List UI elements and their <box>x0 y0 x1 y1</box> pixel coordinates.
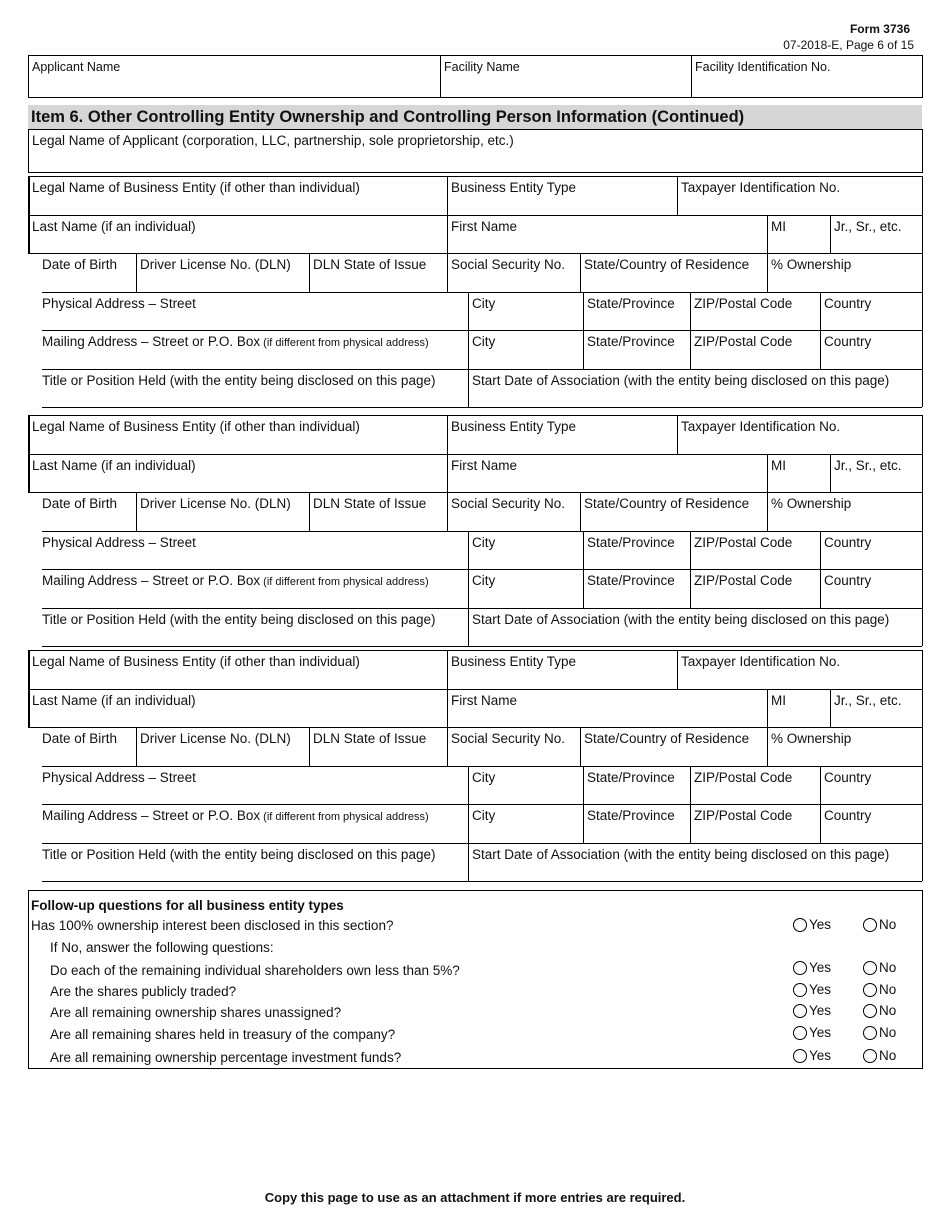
radio-no-q3[interactable] <box>863 1003 896 1018</box>
mailing-street-field-2[interactable] <box>38 570 467 607</box>
followup-question-1: Do each of the remaining individual shareholders own less than 5%? <box>50 963 460 978</box>
legal-name-entity-field-label: Legal Name of Business Entity (if other than individual) <box>32 654 360 669</box>
physical-state-field-1[interactable] <box>583 293 689 330</box>
physical-city-field-label: City <box>472 295 496 311</box>
radio-circle-icon[interactable] <box>863 1049 877 1063</box>
form-number: Form 3736 <box>849 22 910 36</box>
mailing-country-field-label: Country <box>824 573 872 588</box>
radio-no-q0[interactable] <box>863 917 896 932</box>
followup-question-3: Are all remaining ownership shares unassigned? <box>50 1005 342 1020</box>
entity-type-field-3[interactable] <box>447 651 676 688</box>
legal-name-entity-field-1[interactable] <box>28 177 446 214</box>
physical-city-field-label: City <box>472 769 496 785</box>
facility-name-field[interactable]: Facility Name <box>444 60 520 74</box>
dln-state-field-label: DLN State of Issue <box>313 496 427 511</box>
radio-circle-icon[interactable] <box>793 1049 807 1063</box>
title-position-field-label: Title or Position Held (with the entity being disclosed on this page) <box>42 372 436 388</box>
residence-field-label: State/Country of Residence <box>584 731 750 746</box>
mailing-country-field-2[interactable] <box>820 570 921 607</box>
radio-circle-icon[interactable] <box>863 1026 877 1040</box>
suffix-field-label: Jr., Sr., etc. <box>834 692 902 708</box>
mailing-city-field-label: City <box>472 808 496 823</box>
dob-field-2[interactable] <box>38 493 135 530</box>
ownership-field-label: % Ownership <box>771 257 852 272</box>
radio-no-label: No <box>879 960 897 975</box>
mailing-note: (if different from physical address) <box>260 337 429 349</box>
radio-yes-label: Yes <box>809 917 832 932</box>
radio-no-q5[interactable] <box>863 1048 896 1063</box>
mailing-country-field-label: Country <box>824 808 872 823</box>
mailing-country-field-1[interactable] <box>820 331 921 368</box>
entity-type-field-2[interactable] <box>447 416 676 453</box>
ownership-field-1[interactable] <box>767 254 921 291</box>
tin-field-label: Taxpayer Identification No. <box>681 419 841 434</box>
mailing-zip-field-label: ZIP/Postal Code <box>694 573 793 588</box>
tin-field-3[interactable] <box>677 651 921 688</box>
physical-street-field-3[interactable] <box>38 767 467 804</box>
last-name-field-1[interactable] <box>28 216 446 253</box>
dln-state-field-label: DLN State of Issue <box>313 731 427 746</box>
radio-yes-q1[interactable] <box>793 960 831 975</box>
facility-id-field[interactable]: Facility Identification No. <box>695 60 831 74</box>
entity-type-field-label: Business Entity Type <box>451 654 577 669</box>
mailing-state-field-3[interactable] <box>583 805 689 842</box>
radio-circle-icon[interactable] <box>793 918 807 932</box>
suffix-field-label: Jr., Sr., etc. <box>834 218 902 234</box>
suffix-field-2[interactable] <box>830 455 921 492</box>
radio-circle-icon[interactable] <box>793 1004 807 1018</box>
footer-note: Copy this page to use as an attachment if more entries are required. <box>264 1190 686 1205</box>
radio-circle-icon[interactable] <box>863 918 877 932</box>
start-date-field-label: Start Date of Association (with the entity being disclosed on this page) <box>472 846 890 862</box>
first-name-field-label: First Name <box>451 457 518 473</box>
start-date-field-2[interactable] <box>468 609 921 646</box>
physical-street-field-label: Physical Address – Street <box>42 769 196 785</box>
radio-yes-label: Yes <box>809 1048 832 1063</box>
followup-heading: Follow-up questions for all business entity types <box>31 898 344 913</box>
dln-state-field-1[interactable] <box>309 254 446 291</box>
radio-yes-label: Yes <box>809 960 832 975</box>
ownership-field-label: % Ownership <box>771 496 852 511</box>
radio-yes-q3[interactable] <box>793 1003 831 1018</box>
legal-name-entity-field-label: Legal Name of Business Entity (if other than individual) <box>32 180 360 195</box>
physical-street-field-label: Physical Address – Street <box>42 534 196 550</box>
residence-field-label: State/Country of Residence <box>584 257 750 272</box>
physical-city-field-3[interactable] <box>468 767 582 804</box>
radio-circle-icon[interactable] <box>863 1004 877 1018</box>
physical-street-field-1[interactable] <box>38 293 467 330</box>
dln-field-label: Driver License No. (DLN) <box>140 731 291 746</box>
ownership-field-2[interactable] <box>767 493 921 530</box>
followup-main-question: Has 100% ownership interest been disclosed in this section? <box>31 918 394 933</box>
last-name-field-label: Last Name (if an individual) <box>32 218 196 234</box>
mailing-zip-field-label: ZIP/Postal Code <box>694 808 793 823</box>
dln-state-field-2[interactable] <box>309 493 446 530</box>
physical-zip-field-label: ZIP/Postal Code <box>694 295 793 311</box>
ssn-field-label: Social Security No. <box>451 257 566 272</box>
start-date-field-3[interactable] <box>468 844 921 881</box>
mailing-street-field-label: Mailing Address – Street or P.O. Box <box>42 573 261 588</box>
last-name-field-3[interactable] <box>28 690 446 727</box>
item-title: Item 6. Other Controlling Entity Ownership and Controlling Person Information (Continued) <box>31 108 745 126</box>
mi-field-label: MI <box>771 457 786 473</box>
radio-circle-icon[interactable] <box>793 1026 807 1040</box>
dln-state-field-label: DLN State of Issue <box>313 257 427 272</box>
physical-country-field-1[interactable] <box>820 293 921 330</box>
physical-city-field-1[interactable] <box>468 293 582 330</box>
residence-field-label: State/Country of Residence <box>584 496 750 511</box>
radio-circle-icon[interactable] <box>863 961 877 975</box>
physical-zip-field-3[interactable] <box>690 767 819 804</box>
entity-type-field-1[interactable] <box>447 177 676 214</box>
physical-state-field-label: State/Province <box>587 769 675 785</box>
physical-state-field-3[interactable] <box>583 767 689 804</box>
dob-field-label: Date of Birth <box>42 496 118 511</box>
tin-field-label: Taxpayer Identification No. <box>681 654 841 669</box>
suffix-field-1[interactable] <box>830 216 921 253</box>
radio-yes-label: Yes <box>809 982 832 997</box>
mi-field-label: MI <box>771 218 786 234</box>
physical-zip-field-label: ZIP/Postal Code <box>694 534 793 550</box>
mailing-city-field-2[interactable] <box>468 570 582 607</box>
dob-field-1[interactable] <box>38 254 135 291</box>
mi-field-3[interactable] <box>767 690 829 727</box>
radio-yes-label: Yes <box>809 1025 832 1040</box>
start-date-field-1[interactable] <box>468 370 921 407</box>
mi-field-1[interactable] <box>767 216 829 253</box>
mailing-state-field-2[interactable] <box>583 570 689 607</box>
mailing-state-field-label: State/Province <box>587 573 675 588</box>
physical-state-field-2[interactable] <box>583 532 689 569</box>
mailing-state-field-1[interactable] <box>583 331 689 368</box>
dob-field-label: Date of Birth <box>42 257 118 272</box>
title-position-field-label: Title or Position Held (with the entity being disclosed on this page) <box>42 846 436 862</box>
first-name-field-label: First Name <box>451 218 518 234</box>
followup-question-2: Are the shares publicly traded? <box>50 984 237 999</box>
form-revision: 07-2018-E, Page 6 of 15 <box>783 38 914 52</box>
first-name-field-label: First Name <box>451 692 518 708</box>
radio-circle-icon[interactable] <box>863 983 877 997</box>
mailing-street-field-label: Mailing Address – Street or P.O. Box <box>42 808 261 823</box>
mi-field-label: MI <box>771 692 786 708</box>
radio-circle-icon[interactable] <box>793 961 807 975</box>
followup-question-4: Are all remaining shares held in treasury of the company? <box>50 1027 396 1042</box>
first-name-field-2[interactable] <box>447 455 766 492</box>
followup-if-no: If No, answer the following questions: <box>50 940 274 955</box>
mailing-zip-field-3[interactable] <box>690 805 819 842</box>
tin-field-2[interactable] <box>677 416 921 453</box>
radio-yes-q5[interactable] <box>793 1048 831 1063</box>
mi-field-2[interactable] <box>767 455 829 492</box>
mailing-zip-field-1[interactable] <box>690 331 819 368</box>
physical-state-field-label: State/Province <box>587 534 675 550</box>
last-name-field-2[interactable] <box>28 455 446 492</box>
dln-state-field-3[interactable] <box>309 728 446 765</box>
mailing-zip-field-label: ZIP/Postal Code <box>694 334 793 349</box>
physical-country-field-label: Country <box>824 534 872 550</box>
dln-field-label: Driver License No. (DLN) <box>140 257 291 272</box>
dob-field-label: Date of Birth <box>42 731 118 746</box>
dln-field-label: Driver License No. (DLN) <box>140 496 291 511</box>
physical-city-field-2[interactable] <box>468 532 582 569</box>
dln-field-2[interactable] <box>136 493 308 530</box>
mailing-note: (if different from physical address) <box>260 811 429 823</box>
last-name-field-label: Last Name (if an individual) <box>32 692 196 708</box>
physical-city-field-label: City <box>472 534 496 550</box>
entity-type-field-label: Business Entity Type <box>451 180 577 195</box>
title-position-field-3[interactable] <box>38 844 467 881</box>
tin-field-label: Taxpayer Identification No. <box>681 180 841 195</box>
suffix-field-label: Jr., Sr., etc. <box>834 457 902 473</box>
ssn-field-3[interactable] <box>447 728 579 765</box>
physical-country-field-label: Country <box>824 295 872 311</box>
radio-yes-label: Yes <box>809 1003 832 1018</box>
ssn-field-label: Social Security No. <box>451 496 566 511</box>
mailing-state-field-label: State/Province <box>587 808 675 823</box>
dob-field-3[interactable] <box>38 728 135 765</box>
radio-circle-icon[interactable] <box>793 983 807 997</box>
physical-country-field-3[interactable] <box>820 767 921 804</box>
applicant-name-field[interactable]: Applicant Name <box>32 60 121 74</box>
mailing-country-field-label: Country <box>824 334 872 349</box>
physical-zip-field-label: ZIP/Postal Code <box>694 769 793 785</box>
radio-yes-q4[interactable] <box>793 1025 831 1040</box>
ssn-field-2[interactable] <box>447 493 579 530</box>
legal-name-entity-field-label: Legal Name of Business Entity (if other than individual) <box>32 419 360 434</box>
mailing-city-field-1[interactable] <box>468 331 582 368</box>
mailing-zip-field-2[interactable] <box>690 570 819 607</box>
radio-no-q2[interactable] <box>863 982 896 997</box>
radio-yes-q2[interactable] <box>793 982 831 997</box>
physical-zip-field-1[interactable] <box>690 293 819 330</box>
radio-no-label: No <box>879 1003 897 1018</box>
ownership-field-3[interactable] <box>767 728 921 765</box>
radio-yes-q0[interactable] <box>793 917 831 932</box>
legal-name-applicant-field[interactable]: Legal Name of Applicant (corporation, LLC, partnership, sole proprietorship, etc.) <box>32 133 514 148</box>
suffix-field-3[interactable] <box>830 690 921 727</box>
legal-name-entity-field-3[interactable] <box>28 651 446 688</box>
entity-type-field-label: Business Entity Type <box>451 419 577 434</box>
title-position-field-label: Title or Position Held (with the entity being disclosed on this page) <box>42 611 436 627</box>
residence-field-3[interactable] <box>580 728 766 765</box>
ownership-field-label: % Ownership <box>771 731 852 746</box>
first-name-field-1[interactable] <box>447 216 766 253</box>
mailing-city-field-label: City <box>472 573 496 588</box>
dln-field-1[interactable] <box>136 254 308 291</box>
physical-state-field-label: State/Province <box>587 295 675 311</box>
radio-no-label: No <box>879 1048 897 1063</box>
ssn-field-label: Social Security No. <box>451 731 566 746</box>
first-name-field-3[interactable] <box>447 690 766 727</box>
mailing-note: (if different from physical address) <box>260 576 429 588</box>
ssn-field-1[interactable] <box>447 254 579 291</box>
radio-no-label: No <box>879 1025 897 1040</box>
followup-question-5: Are all remaining ownership percentage investment funds? <box>50 1050 402 1065</box>
followup-section <box>28 890 923 1069</box>
physical-country-field-2[interactable] <box>820 532 921 569</box>
start-date-field-label: Start Date of Association (with the entity being disclosed on this page) <box>472 372 890 388</box>
radio-no-label: No <box>879 917 897 932</box>
dln-field-3[interactable] <box>136 728 308 765</box>
mailing-city-field-label: City <box>472 334 496 349</box>
last-name-field-label: Last Name (if an individual) <box>32 457 196 473</box>
tin-field-1[interactable] <box>677 177 921 214</box>
legal-name-entity-field-2[interactable] <box>28 416 446 453</box>
radio-no-label: No <box>879 982 897 997</box>
mailing-city-field-3[interactable] <box>468 805 582 842</box>
physical-street-field-2[interactable] <box>38 532 467 569</box>
mailing-street-field-3[interactable] <box>38 805 467 842</box>
radio-no-q1[interactable] <box>863 960 896 975</box>
physical-street-field-label: Physical Address – Street <box>42 295 196 311</box>
residence-field-1[interactable] <box>580 254 766 291</box>
residence-field-2[interactable] <box>580 493 766 530</box>
mailing-state-field-label: State/Province <box>587 334 675 349</box>
physical-zip-field-2[interactable] <box>690 532 819 569</box>
start-date-field-label: Start Date of Association (with the entity being disclosed on this page) <box>472 611 890 627</box>
mailing-street-field-1[interactable] <box>38 331 467 368</box>
radio-no-q4[interactable] <box>863 1025 896 1040</box>
title-position-field-1[interactable] <box>38 370 467 407</box>
mailing-country-field-3[interactable] <box>820 805 921 842</box>
mailing-street-field-label: Mailing Address – Street or P.O. Box <box>42 334 261 349</box>
title-position-field-2[interactable] <box>38 609 467 646</box>
physical-country-field-label: Country <box>824 769 872 785</box>
